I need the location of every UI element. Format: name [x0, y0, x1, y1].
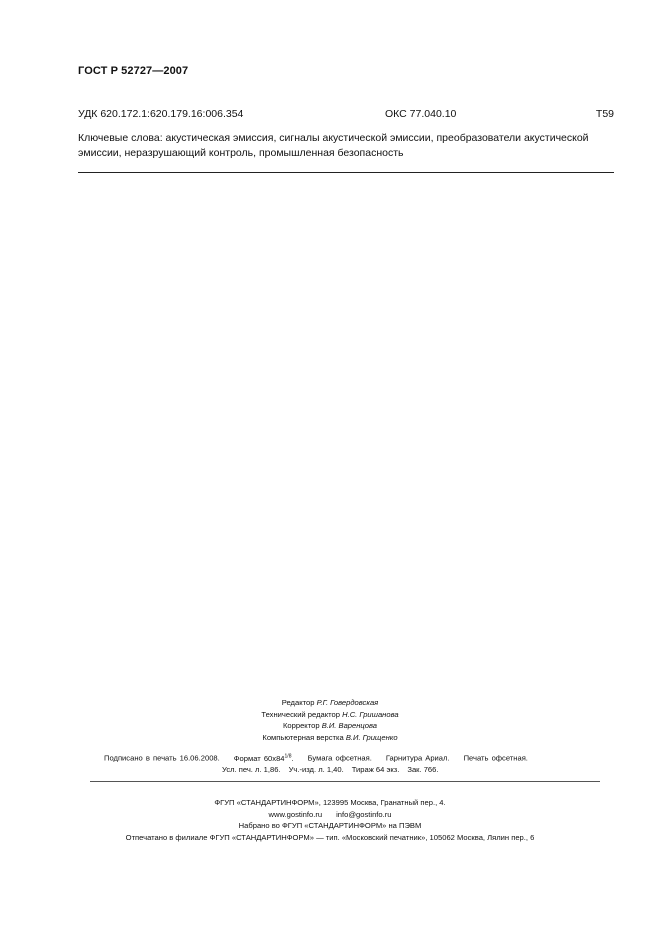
credit-person: Н.С. Гришанова [342, 709, 399, 719]
credit-person: В.И. Грищенко [345, 732, 398, 742]
standard-number: ГОСТ Р 52727—2007 [78, 65, 189, 77]
credit-role: Корректор [282, 721, 320, 730]
format-fraction: 1/8 [284, 753, 292, 759]
uch-izd-sheets: Уч.-изд. л. 1,40. [288, 765, 344, 774]
credit-corrector [190, 720, 470, 732]
keywords-paragraph: Ключевые слова: акустическая эмиссия, сигналы акустической эмиссии, преобразователи акустической эмиссии, неразрушающий контроль, промышленная безопасность [78, 132, 589, 159]
publisher-contacts [100, 809, 560, 821]
order-number: Зак. 766. [407, 765, 439, 774]
printed-note: Отпечатано в филиале ФГУП «СТАНДАРТИНФОРМ» — тип. «Московский печатник», 105062 Москва, Лялин пер., 6 [125, 832, 535, 842]
publisher-address: ФГУП «СТАНДАРТИНФОРМ», 123995 Москва, Гранатный пер., 4. [214, 798, 446, 807]
publisher-block [100, 797, 560, 843]
credit-editor [190, 697, 470, 709]
credit-tech-editor [190, 709, 470, 721]
typeset-note: Набрано во ФГУП «СТАНДАРТИНФОРМ» на ПЭВМ [238, 821, 422, 830]
typeface: Гарнитура Ариал. [385, 753, 450, 763]
divider-bottom [90, 781, 600, 782]
print-info-row-2 [222, 765, 439, 774]
publisher-email: info@gostinfo.ru [336, 809, 392, 819]
group-code: Т59 [595, 108, 614, 120]
paper-type: Бумага офсетная. [307, 753, 372, 763]
credit-person: В.И. Варенцова [321, 721, 378, 730]
credit-role: Редактор [281, 698, 315, 707]
circulation: Тираж 64 экз. [351, 765, 400, 774]
paper-format: Формат $60x84^{1/8}$. [233, 753, 294, 763]
credit-person: Р.Г. Говердовская [316, 698, 379, 707]
divider-top [78, 172, 614, 173]
publisher-website: www.gostinfo.ru [268, 809, 323, 819]
credits-block [190, 697, 470, 743]
credit-role: Технический редактор [261, 709, 340, 719]
print-info-row-1 [104, 753, 528, 763]
usl-pech-sheets: Усл. печ. л. 1,86. [222, 765, 281, 774]
oks-code: ОКС 77.040.10 [385, 108, 457, 120]
credit-role: Компьютерная верстка [262, 732, 344, 742]
credit-layout [190, 732, 470, 744]
printing-method: Печать офсетная. [463, 753, 528, 763]
udk-code: УДК 620.172.1:620.179.16:006.354 [78, 108, 244, 120]
signed-date: Подписано в печать 16.06.2008. [104, 753, 220, 763]
